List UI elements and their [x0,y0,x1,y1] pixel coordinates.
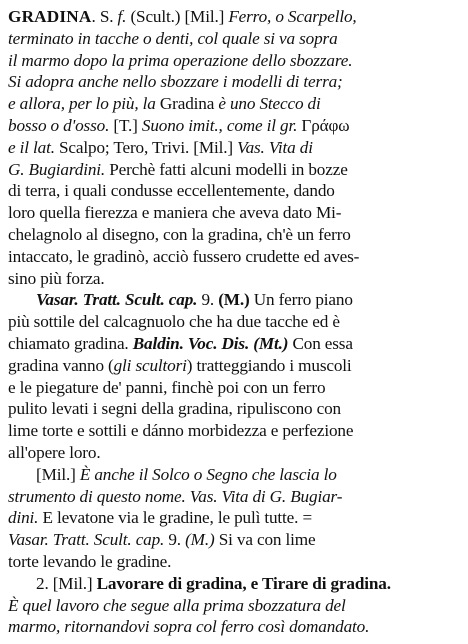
entry-line [8,464,458,486]
entry-line [8,71,458,93]
entry-line [8,573,458,595]
entry-line [8,442,458,464]
text-run: Lavorare di gradina, e Tirare di gradina. [96,573,391,593]
text-run: loro quella fierezza e maniera che aveva dato Mi- [8,203,342,223]
text-run: 2. [Mil.] [36,573,97,593]
text-run: (M.) [185,530,215,550]
entry-line [8,224,458,246]
entry-line [8,28,458,50]
text-run: È anche il Solco o Segno che lascia lo [79,464,337,484]
text-run: Perchè fatti alcuni modelli in bozze [105,159,348,179]
text-run: chelagnolo al disegno, con la gradina, ch'è un ferro [8,224,351,244]
entry-line [8,333,458,355]
dictionary-entry-gradina [8,6,458,638]
text-run: lime torte e sottili e dánno morbidezza e perfezione [8,421,354,441]
text-run: E levatone via le gradine, le pulì tutte. = [38,508,317,528]
text-run: e le piegature de' panni, finchè poi con un ferro [8,377,326,397]
text-run: di terra, i quali condusse eccellentemente, dando [8,181,335,201]
text-run: dini. [8,508,39,528]
entry-line [8,202,458,224]
text-run: . S. [91,7,118,26]
text-run: [Mil.] [36,464,80,484]
text-run: più sottile del calcagnuolo che ha due tacche ed è [8,312,340,332]
entry-line [8,377,458,399]
entry-line [8,355,458,377]
text-run: Vasar. Tratt. Scult. cap. [8,530,165,550]
text-run: gradina vanno ( [8,355,114,375]
text-run: bosso o d'osso. [8,115,110,135]
entry-line [8,50,458,72]
entry-line [8,595,458,617]
text-run: 9. [197,290,219,310]
text-run: Scalpo; Tero, Trivi. [Mil.] [54,137,238,157]
text-run: intaccato, le gradinò, acciò fussero crudette ed aves- [8,246,360,266]
text-run: pulito levati i segni della gradina, ripuliscono con [8,399,342,419]
entry-line [8,180,458,202]
text-run: GRADINA [8,7,92,26]
text-run: Si va con lime [214,530,316,550]
entry-line [8,268,458,290]
text-run: Suono imit., come il gr. [141,115,298,135]
text-run: 9. [164,530,186,550]
text-run: e il lat. [8,137,55,157]
text-run: (Scult.) [Mil.] [126,7,229,26]
text-run: f. [117,7,127,26]
entry-line [8,115,458,137]
text-run: all'opere loro. [8,442,101,462]
entry-line [8,246,458,268]
text-run: Un ferro piano [249,290,353,310]
text-run: Si adopra anche nello sbozzare i modelli di terra; [8,72,343,92]
text-run: (Mt.) [249,333,289,353]
entry-line [8,616,458,638]
entry-line [8,486,458,508]
text-run: (M.) [218,290,250,310]
entry-line [8,159,458,181]
text-run: [T.] [109,115,142,135]
entry-line [8,507,458,529]
text-run: strumento di questo nome. Vas. Vita di G. Bugiar- [8,486,343,506]
text-run: torte levando le gradine. [8,551,172,571]
entry-line [8,6,458,28]
text-run: chiamato gradina. [8,333,133,353]
entry-line [8,137,458,159]
text-run: e allora, per lo più, la [8,94,160,114]
entry-line [8,529,458,551]
text-run: il marmo dopo la prima operazione dello sbozzare. [8,50,353,70]
text-run: Ferro, o Scarpello, [228,7,357,26]
entry-line [8,420,458,442]
text-run: marmo, ritornandovi sopra col ferro così domandato. [8,617,370,637]
text-run: Baldin. Voc. Dis. [132,333,250,353]
text-run: sino più forza. [8,268,105,288]
text-run: è uno Stecco di [214,94,321,114]
entry-line [8,311,458,333]
text-run: terminato in tacche o denti, col quale si va sopra [8,28,338,48]
entry-line [8,551,458,573]
entry-line [8,289,458,311]
entry-line [8,93,458,115]
text-run: Γράφω [297,115,350,135]
text-run: ) tratteggiando i muscoli [186,355,352,375]
text-run: Vas. Vita di [237,137,313,157]
entry-line [8,398,458,420]
text-run: Con essa [288,333,353,353]
text-run: Vasar. Tratt. Scult. cap. [36,290,198,310]
text-run: È quel lavoro che segue alla prima sbozzatura del [8,595,346,615]
text-run: G. Bugiardini. [8,159,106,179]
text-run: Gradina [159,94,215,114]
text-run: gli scultori [113,355,187,375]
